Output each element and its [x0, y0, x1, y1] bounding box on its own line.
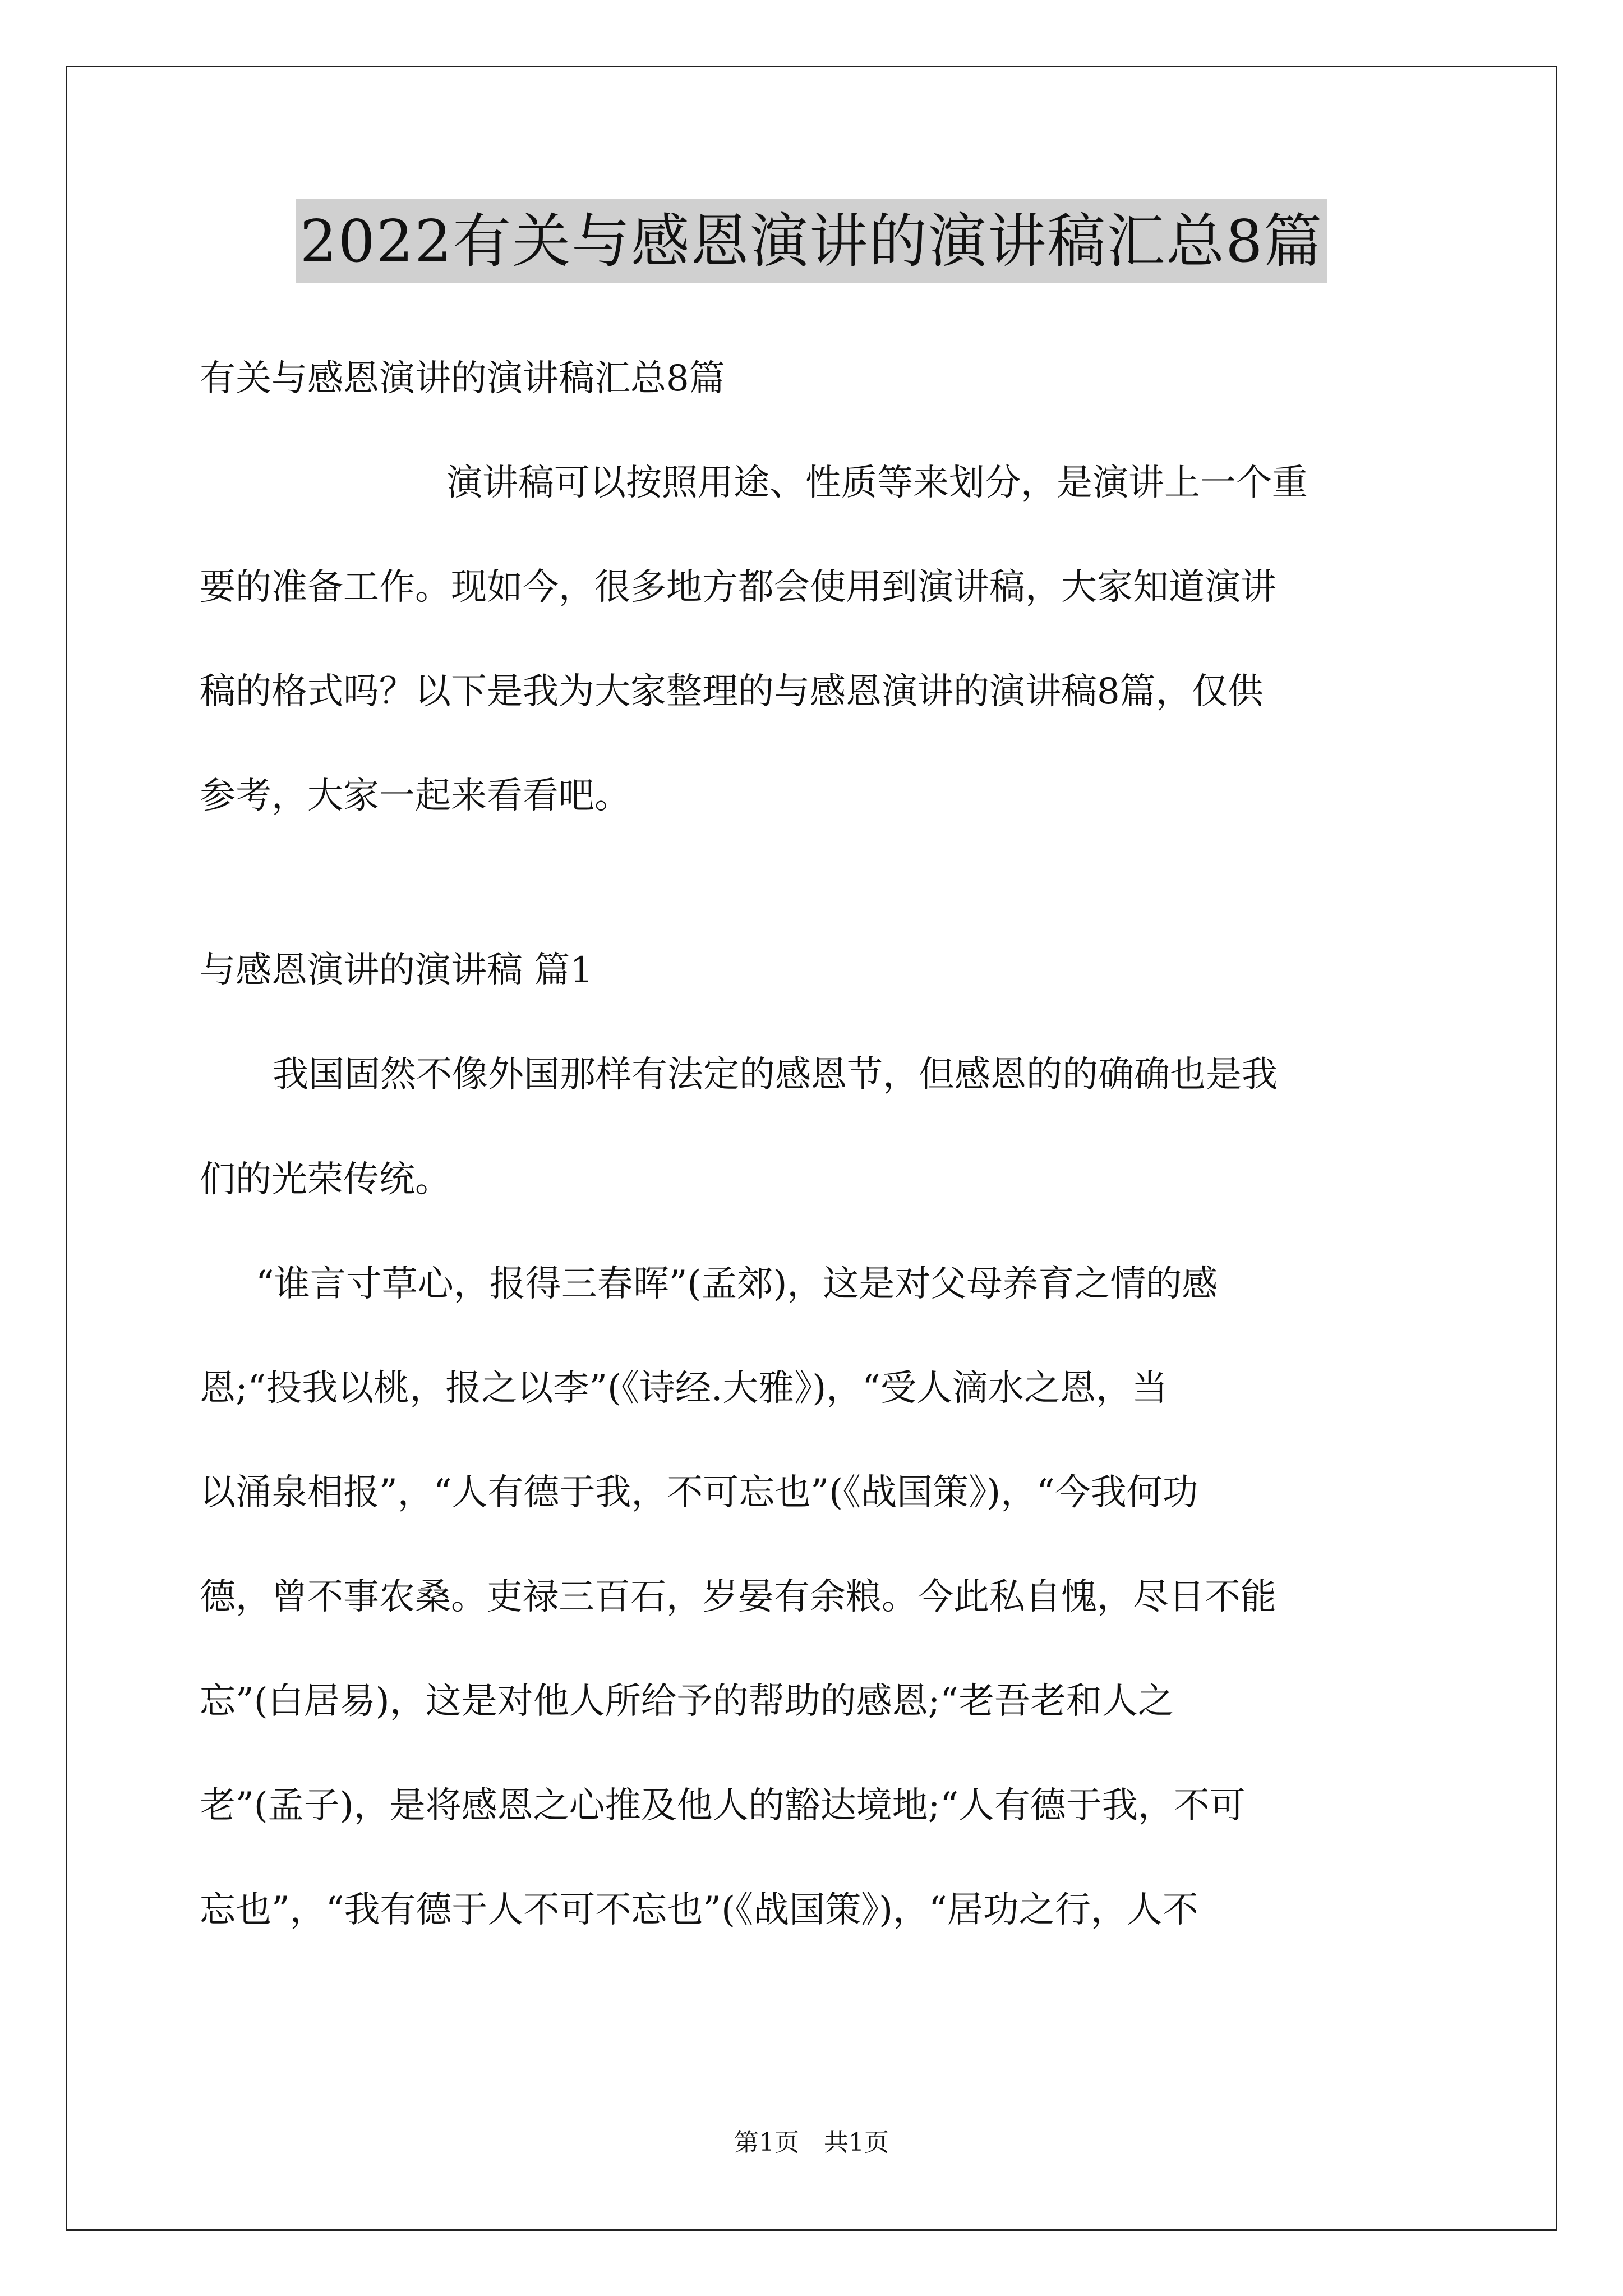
intro-line-3: 稿的格式吗？以下是我为大家整理的与感恩演讲的演讲稿8篇，仅供: [200, 671, 1264, 712]
section-heading: 与感恩演讲的演讲稿 篇1: [200, 950, 593, 991]
body-line-2: 们的光荣传统。: [200, 1159, 451, 1200]
body-line-9: 忘也”，“我有德于人不可不忘也”(《战国策》)，“居功之行，人不: [200, 1889, 1198, 1931]
body-line-7: 忘”(白居易)，这是对他人所给予的帮助的感恩;“老吾老和人之: [200, 1681, 1174, 1722]
intro-line-1: 演讲稿可以按照用途、性质等来划分，是演讲上一个重: [446, 462, 1308, 504]
body-line-3: “谁言寸草心，报得三春晖”(孟郊)，这是对父母养育之情的感: [256, 1263, 1218, 1305]
body-line-1: 我国固然不像外国那样有法定的感恩节，但感恩的的确确也是我: [273, 1054, 1278, 1096]
page-total: 共1页: [824, 2128, 889, 2157]
intro-line-2: 要的准备工作。现如今，很多地方都会使用到演讲稿，大家知道演讲: [200, 567, 1276, 608]
document-title: 2022有关与感恩演讲的演讲稿汇总8篇: [296, 199, 1328, 283]
body-line-6: 德，曾不事农桑。吏禄三百石，岁晏有余粮。今此私自愧，尽日不能: [200, 1576, 1276, 1618]
title-container: [0, 199, 1623, 283]
page-number: 第1页: [734, 2128, 799, 2157]
intro-line-4: 参考，大家一起来看看吧。: [200, 775, 630, 817]
document-subtitle: 有关与感恩演讲的演讲稿汇总8篇: [200, 358, 725, 399]
page-footer: [0, 2129, 1623, 2157]
body-line-8: 老”(孟子)，是将感恩之心推及他人的豁达境地;“人有德于我，不可: [200, 1785, 1246, 1826]
body-line-5: 以涌泉相报”，“人有德于我，不可忘也”(《战国策》)，“今我何功: [200, 1472, 1198, 1513]
body-line-4: 恩;“投我以桃，报之以李”(《诗经.大雅》)，“受人滴水之恩，当: [200, 1368, 1168, 1409]
